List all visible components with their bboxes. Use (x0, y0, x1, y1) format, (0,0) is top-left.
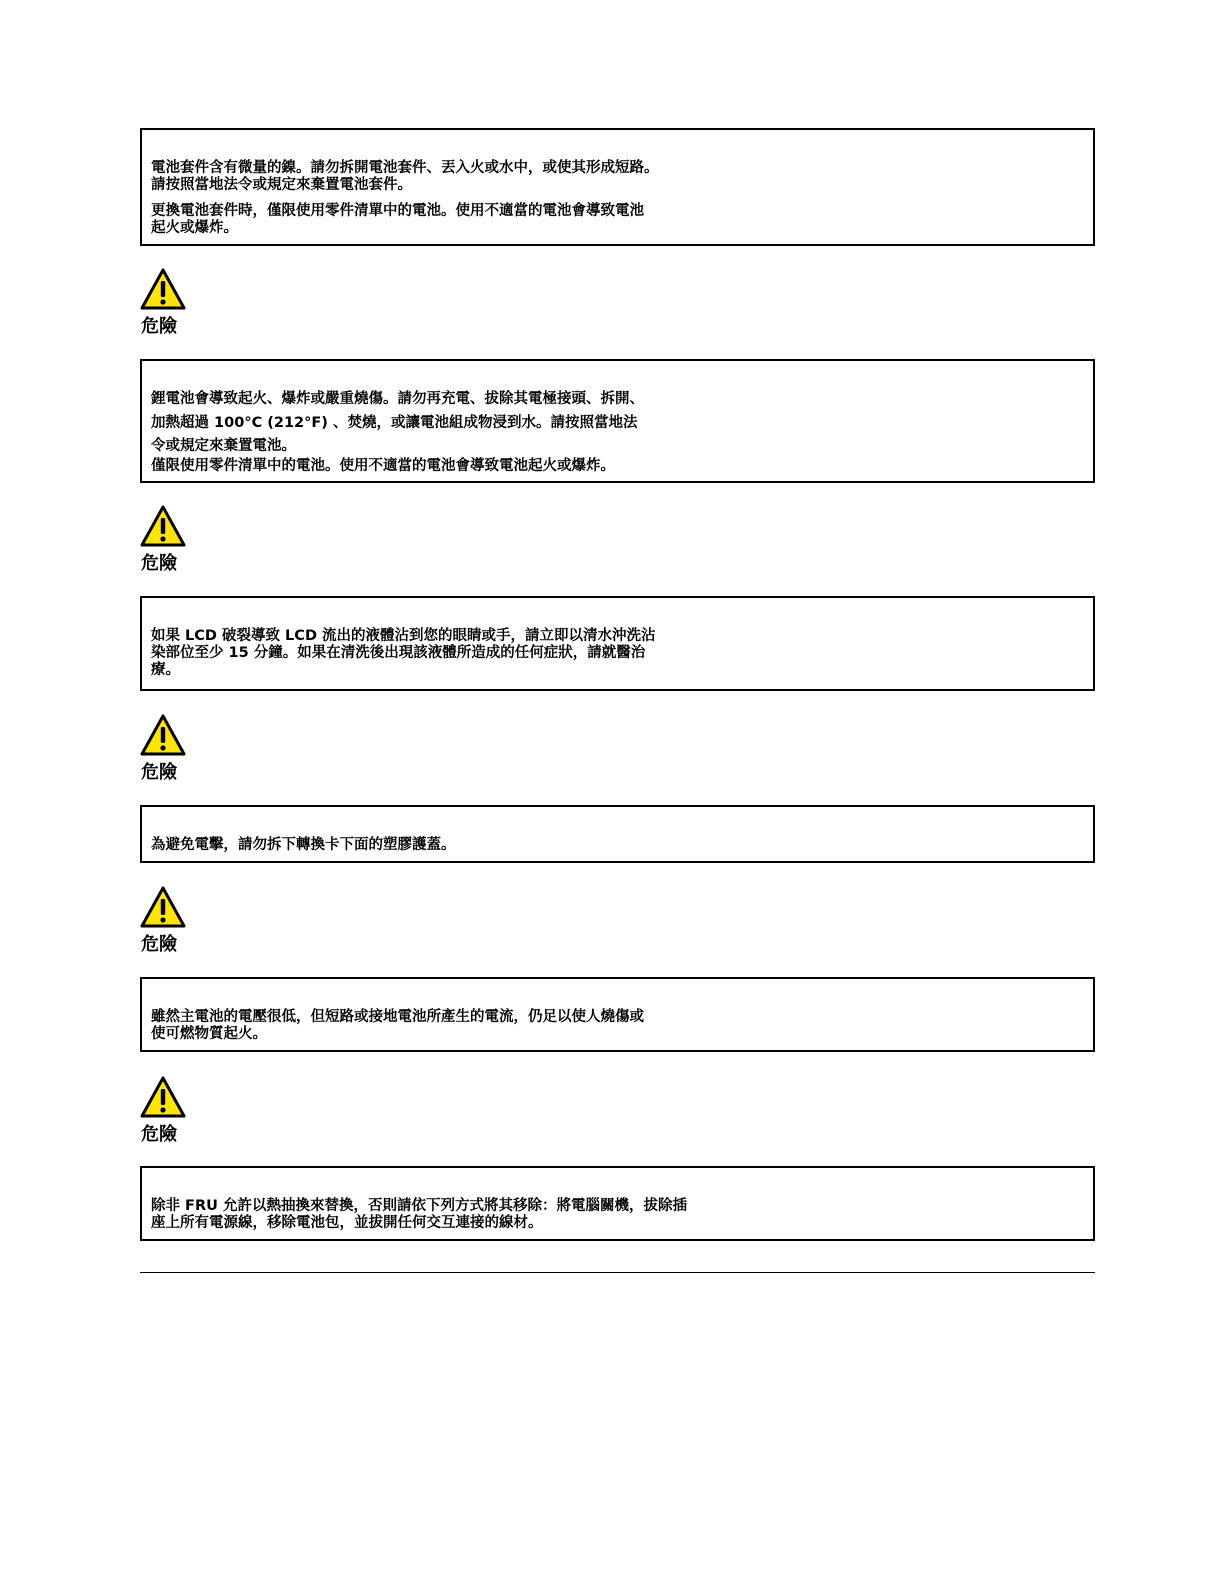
notice-paragraph: 電池套件含有微量的鎳。請勿拆開電池套件、丟入火或水中，或使其形成短路。 請按照當地法令或規定來棄置電池套件。 (151, 160, 659, 193)
notice-box-lithium-battery (140, 359, 1095, 483)
notice-paragraph: 雖然主電池的電壓很低，但短路或接地電池所產生的電流，仍足以使人燒傷或 使可燃物質起火。 (151, 1009, 644, 1042)
notice-box-electric-shock (140, 805, 1095, 863)
section-divider (140, 1272, 1095, 1273)
notice-box-battery-nickel (140, 128, 1095, 246)
notice-box-lcd-fluid (140, 596, 1095, 691)
notice-paragraph: 更換電池套件時，僅限使用零件清單中的電池。使用不適當的電池會導致電池 起火或爆炸。 (151, 203, 644, 236)
warning-icon (140, 268, 186, 310)
warning-icon (140, 886, 186, 928)
warning-icon (140, 1076, 186, 1118)
danger-label: 危險 (141, 553, 177, 574)
danger-label: 危險 (141, 316, 177, 337)
notice-paragraph: 為避免電擊，請勿拆下轉換卡下面的塑膠護蓋。 (151, 837, 456, 853)
danger-notice (140, 505, 200, 585)
danger-label: 危險 (141, 1124, 177, 1145)
danger-label: 危險 (141, 762, 177, 783)
notice-paragraph: 除非 FRU 允許以熱抽換來替換，否則請依下列方式將其移除：將電腦關機，拔除插 座上所有電源線，移除電池包，並拔開任何交互連接的線材。 (151, 1198, 687, 1231)
notice-paragraph: 鋰電池會導致起火、爆炸或嚴重燒傷。請勿再充電、拔除其電極接頭、拆開、 (151, 391, 644, 407)
warning-icon (140, 505, 186, 547)
notice-box-main-battery (140, 977, 1095, 1052)
notice-paragraph: 令或規定來棄置電池。 僅限使用零件清單中的電池。使用不適當的電池會導致電池起火或爆炸。 (151, 438, 615, 474)
danger-label: 危險 (141, 934, 177, 955)
notice-paragraph: 加熱超過 100°C (212°F) 、焚燒，或讓電池組成物浸到水。請按照當地法 (151, 415, 638, 431)
warning-icon (140, 714, 186, 756)
danger-notice (140, 1076, 200, 1156)
danger-notice (140, 886, 200, 966)
danger-notice (140, 714, 200, 794)
danger-notice (140, 268, 200, 348)
notice-box-fru-removal (140, 1166, 1095, 1241)
notice-paragraph: 如果 LCD 破裂導致 LCD 流出的液體沾到您的眼睛或手，請立即以清水沖洗沾 染部位至少 15 分鐘。如果在清洗後出現該液體所造成的任何症狀，請就醫治 療。 (151, 628, 656, 678)
